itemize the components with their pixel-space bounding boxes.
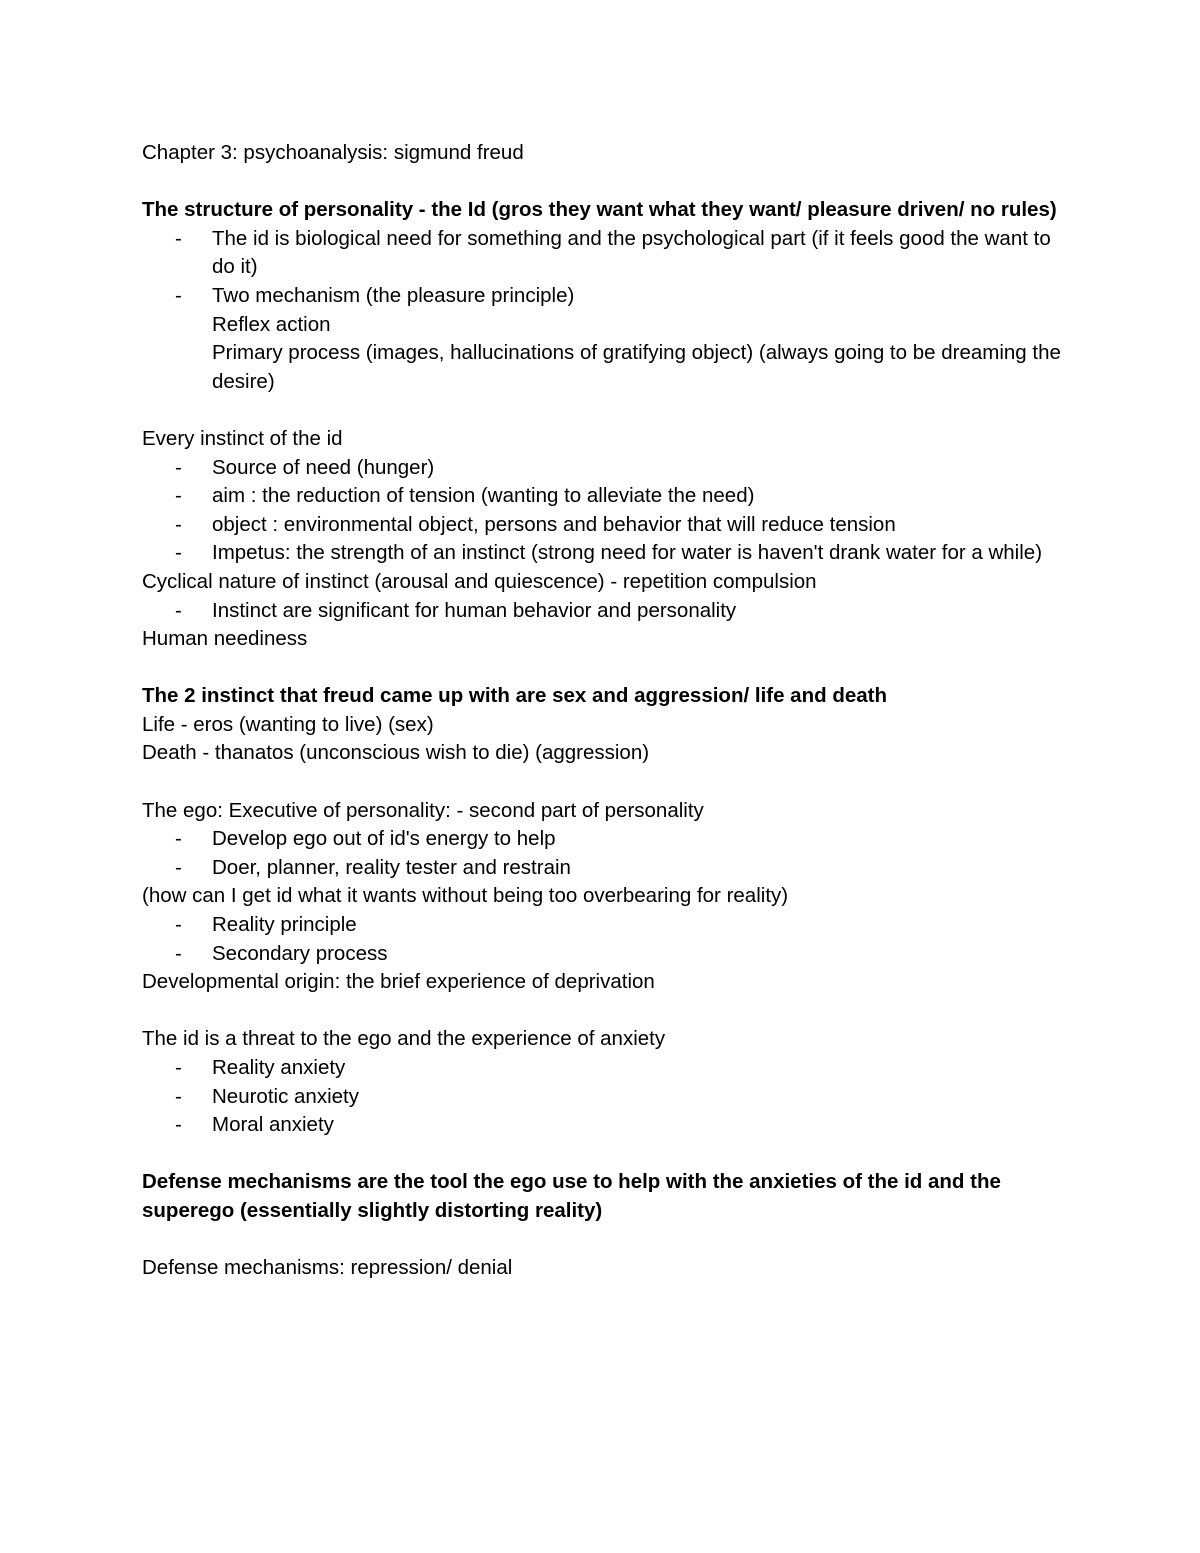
bullet-dash: - [175, 598, 182, 622]
defense-section-heading: Defense mechanisms are the tool the ego use to help with the anxieties of the id and the superego (essentially slightly distorting reality) [142, 1170, 1001, 1222]
list-item [142, 911, 1062, 940]
ego-section-heading: The ego: Executive of personality: - second part of personality [142, 798, 704, 822]
list-item-text: aim : the reduction of tension (wanting to alleviate the need) [212, 484, 755, 508]
list-item-text: Doer, planner, reality tester and restrain [212, 855, 571, 879]
list-item-text: object : environmental object, persons and behavior that will reduce tension [212, 512, 896, 536]
ego-origin: Developmental origin: the brief experience of deprivation [142, 970, 655, 994]
blank-line [142, 168, 1062, 197]
ego-note: (how can I get id what it wants without being too overbearing for reality) [142, 884, 789, 908]
bullet-dash: - [175, 827, 182, 851]
anxiety-section-heading: The id is a threat to the ego and the experience of anxiety [142, 1027, 666, 1051]
list-item-text: Impetus: the strength of an instinct (strong need for water is haven't drank water for a while) [212, 541, 1043, 565]
cyclical-line: Cyclical nature of instinct (arousal and quiescence) - repetition compulsion [142, 569, 817, 593]
list-item-text: Instinct are significant for human behavior and personality [212, 598, 737, 622]
list-item-text: Develop ego out of id's energy to help [212, 827, 556, 851]
document-page [142, 139, 1062, 1283]
list-item-text: Reality anxiety [212, 1056, 346, 1079]
two-instincts-heading: The 2 instinct that freud came up with are sex and aggression/ life and death [142, 684, 887, 708]
list-item [142, 225, 1062, 282]
bullet-dash: - [175, 1113, 182, 1137]
list-item [142, 597, 1062, 626]
life-line: Life - eros (wanting to live) (sex) [142, 712, 434, 736]
neediness-line: Human neediness [142, 627, 308, 651]
defense-line: Defense mechanisms: repression/ denial [142, 1256, 513, 1280]
list-item [142, 825, 1062, 854]
bullet-dash: - [175, 283, 182, 307]
bullet-dash: - [175, 913, 182, 937]
blank-line [142, 1140, 1062, 1169]
list-item-text: Neurotic anxiety [212, 1084, 359, 1108]
list-item-text: Reality principle [212, 913, 357, 937]
blank-line [142, 396, 1062, 425]
blank-line [142, 1226, 1062, 1255]
bullet-dash: - [175, 455, 182, 479]
bullet-dash: - [175, 1084, 182, 1108]
list-item [142, 854, 1062, 883]
blank-line [142, 768, 1062, 797]
list-item-text: Source of need (hunger) [212, 455, 435, 479]
list-item [142, 940, 1062, 969]
instinct-section-heading: Every instinct of the id [142, 426, 343, 450]
list-item [142, 539, 1062, 568]
list-item [142, 282, 1062, 311]
list-item [142, 1054, 1062, 1083]
list-item [142, 511, 1062, 540]
list-item-text: Moral anxiety [212, 1113, 334, 1137]
bullet-dash: - [175, 855, 182, 879]
list-item [142, 482, 1062, 511]
bullet-dash: - [175, 941, 182, 965]
death-line: Death - thanatos (unconscious wish to die) (aggression) [142, 741, 650, 765]
bullet-dash: - [175, 484, 182, 508]
list-item [142, 1111, 1062, 1140]
list-item [142, 1083, 1062, 1112]
list-item-text: Two mechanism (the pleasure principle) [212, 283, 575, 307]
blank-line [142, 997, 1062, 1026]
id-section-heading: The structure of personality - the Id (gros they want what they want/ pleasure driven/ no rules) [142, 198, 1057, 222]
page-title: Chapter 3: psychoanalysis: sigmund freud [142, 141, 524, 164]
bullet-dash: - [175, 512, 182, 536]
list-item-text: Secondary process [212, 941, 388, 965]
bullet-dash: - [175, 1056, 182, 1079]
list-item-text: The id is biological need for something and the psychological part (if it feels good the want to do it) [212, 226, 1051, 279]
bullet-dash: - [175, 226, 182, 250]
list-item [142, 454, 1062, 483]
bullet-dash: - [175, 541, 182, 565]
sub-line: Primary process (images, hallucinations of gratifying object) (always going to be dreaming the desire) [212, 341, 1061, 393]
sub-line: Reflex action [212, 312, 331, 336]
blank-line [142, 654, 1062, 683]
